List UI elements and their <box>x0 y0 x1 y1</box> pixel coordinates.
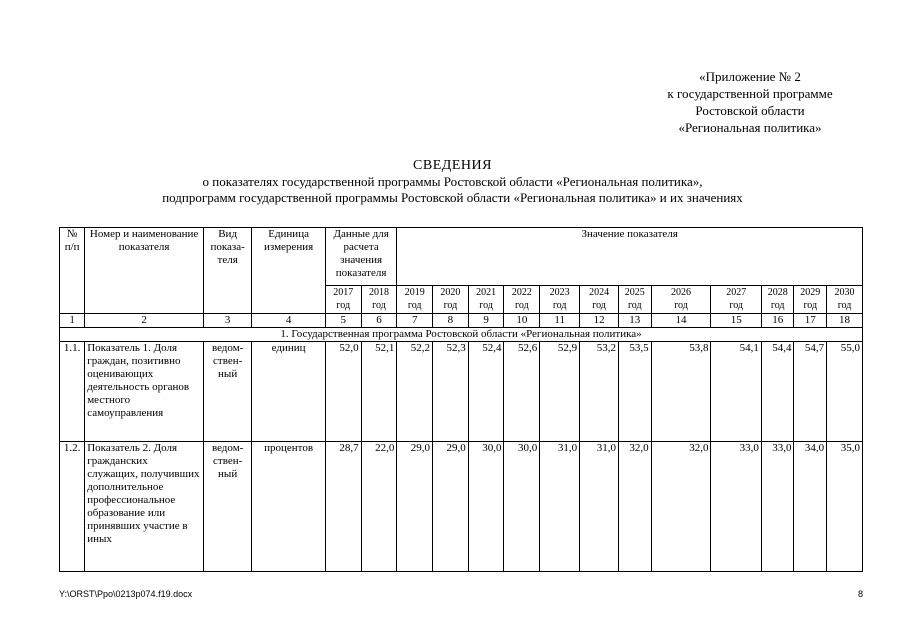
value-cell: 22,0 <box>361 442 397 572</box>
column-number: 16 <box>761 314 794 328</box>
column-number: 10 <box>504 314 540 328</box>
header-year-suffix: год <box>479 300 493 311</box>
value-cell: 31,0 <box>580 442 619 572</box>
header-values: Значение показателя <box>397 228 863 286</box>
header-year-suffix: год <box>627 300 642 311</box>
header-year-value: 2022 <box>511 287 532 298</box>
indicators-table <box>59 227 863 572</box>
header-year <box>580 286 619 314</box>
column-number: 15 <box>711 314 761 328</box>
header-year <box>540 286 580 314</box>
column-number: 8 <box>433 314 469 328</box>
header-year-value: 2025 <box>624 287 645 298</box>
header-year-suffix: год <box>592 300 606 311</box>
value-cell: 30,0 <box>468 442 504 572</box>
document-subtitle-line2: подпрограмм государственной программы Ростовской области «Региональная политика» и их значениях <box>162 190 743 205</box>
section-title: 1. Государственная программа Ростовской области «Региональная политика» <box>60 328 863 342</box>
value-cell: 54,4 <box>761 342 794 442</box>
column-number: 2 <box>85 314 204 328</box>
value-cell: 29,0 <box>433 442 469 572</box>
value-cell: 53,2 <box>580 342 619 442</box>
header-year-value: 2019 <box>404 287 425 298</box>
value-cell: 34,0 <box>794 442 827 572</box>
value-cell: 33,0 <box>711 442 761 572</box>
value-cell: 31,0 <box>540 442 580 572</box>
header-year <box>433 286 469 314</box>
appendix-line: «Приложение № 2 <box>699 69 801 84</box>
header-year-value: 2030 <box>834 287 855 298</box>
header-year-value: 2026 <box>671 287 692 298</box>
header-year <box>504 286 540 314</box>
header-year <box>794 286 827 314</box>
header-year-suffix: год <box>552 300 567 311</box>
column-number: 3 <box>203 314 251 328</box>
value-cell: 29,0 <box>397 442 433 572</box>
header-year-suffix: год <box>770 300 785 311</box>
column-number: 4 <box>252 314 326 328</box>
value-cell: 53,8 <box>651 342 711 442</box>
document-subtitle-line1: о показателях государственной программы Ростовской области «Региональная политика», <box>202 174 703 189</box>
header-year <box>325 286 361 314</box>
header-year-suffix: год <box>674 300 688 311</box>
header-year-value: 2021 <box>476 287 497 298</box>
column-number: 18 <box>827 314 863 328</box>
value-cell: 53,5 <box>619 342 652 442</box>
header-year-suffix: год <box>336 300 351 311</box>
header-year <box>761 286 794 314</box>
header-num: № п/п <box>60 228 85 314</box>
header-year-suffix: год <box>837 300 852 311</box>
header-year-suffix: год <box>803 300 818 311</box>
value-cell: 54,7 <box>794 342 827 442</box>
row-type: ведом- ствен- ный <box>203 442 251 572</box>
value-cell: 52,9 <box>540 342 580 442</box>
value-cell: 52,3 <box>433 342 469 442</box>
header-year-value: 2028 <box>767 287 788 298</box>
header-year-value: 2017 <box>333 287 354 298</box>
column-number: 9 <box>468 314 504 328</box>
header-year-value: 2020 <box>440 287 461 298</box>
column-number: 12 <box>580 314 619 328</box>
header-type: Вид показа- теля <box>203 228 251 314</box>
row-unit: процентов <box>252 442 326 572</box>
value-cell: 55,0 <box>827 342 863 442</box>
column-number: 6 <box>361 314 397 328</box>
value-cell: 32,0 <box>651 442 711 572</box>
column-number: 17 <box>794 314 827 328</box>
column-number: 11 <box>540 314 580 328</box>
header-base: Данные для расчета значения показателя <box>325 228 396 286</box>
header-year <box>361 286 397 314</box>
header-year-value: 2018 <box>368 287 389 298</box>
value-cell: 52,1 <box>361 342 397 442</box>
value-cell: 32,0 <box>619 442 652 572</box>
header-year-suffix: год <box>407 300 422 311</box>
column-number: 1 <box>60 314 85 328</box>
value-cell: 30,0 <box>504 442 540 572</box>
appendix-line: к государственной программе <box>667 86 833 101</box>
value-cell: 52,6 <box>504 342 540 442</box>
row-num: 1.1. <box>60 342 85 442</box>
value-cell: 35,0 <box>827 442 863 572</box>
header-unit: Единица измерения <box>252 228 326 314</box>
row-num: 1.2. <box>60 442 85 572</box>
header-year-suffix: год <box>515 300 529 311</box>
column-number: 14 <box>651 314 711 328</box>
column-number: 7 <box>397 314 433 328</box>
page-number: 8 <box>857 589 863 599</box>
header-year-value: 2023 <box>549 287 570 298</box>
header-year-value: 2029 <box>800 287 821 298</box>
value-cell: 52,2 <box>397 342 433 442</box>
page-footer <box>59 589 863 599</box>
header-year-value: 2027 <box>726 287 747 298</box>
column-number: 5 <box>325 314 361 328</box>
value-cell: 33,0 <box>761 442 794 572</box>
header-year-suffix: год <box>729 300 744 311</box>
header-year-value: 2024 <box>589 287 610 298</box>
row-type: ведом- ствен- ный <box>203 342 251 442</box>
value-cell: 52,4 <box>468 342 504 442</box>
header-year <box>711 286 761 314</box>
header-year <box>468 286 504 314</box>
appendix-line: Ростовской области <box>695 103 805 118</box>
value-cell: 54,1 <box>711 342 761 442</box>
row-name: Показатель 2. Доля гражданских служащих, получивших дополнительное профессиональное образование или принявших участие в иных <box>85 442 204 572</box>
header-year-suffix: год <box>443 300 458 311</box>
header-year <box>651 286 711 314</box>
appendix-note <box>600 68 900 136</box>
column-number: 13 <box>619 314 652 328</box>
header-year <box>397 286 433 314</box>
header-year-suffix: год <box>372 300 386 311</box>
header-year <box>619 286 652 314</box>
appendix-line: «Региональная политика» <box>678 120 822 135</box>
row-name: Показатель 1. Доля граждан, позитивно оценивающих деятельность органов местного самоуправления <box>85 342 204 442</box>
header-name: Номер и наименование показателя <box>85 228 204 314</box>
document-title: СВЕДЕНИЯ <box>413 158 492 173</box>
header-year <box>827 286 863 314</box>
document-heading <box>0 157 905 206</box>
file-path: Y:\ORST\Ppo\0213p074.f19.docx <box>59 589 193 599</box>
row-unit: единиц <box>252 342 326 442</box>
value-cell: 52,0 <box>325 342 361 442</box>
value-cell: 28,7 <box>325 442 361 572</box>
